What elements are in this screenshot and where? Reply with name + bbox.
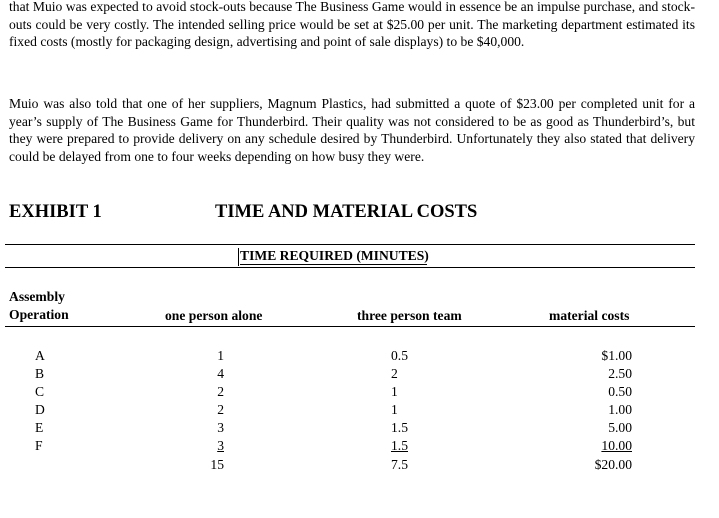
total-cost: $20.00 — [594, 456, 632, 472]
paragraph-stockouts: that Muio was expected to avoid stock-outs because The Business Game would in essence be an impulse purchase, and stock-outs could be very costly. The intended selling price would be set at $25.00 per unit. The marketing department estimated its fixed costs (mostly for packaging design, advertising and point of sale displays) to be $40,000. — [9, 0, 695, 50]
header-assembly: Assembly — [9, 289, 65, 304]
header-one-person-alone: one person alone — [165, 308, 263, 323]
cell-cost: 5.00 — [608, 420, 632, 436]
cell-alone: 2 — [217, 402, 224, 418]
total-team: 7.5 — [391, 456, 408, 472]
table-top-rule — [5, 244, 695, 245]
header-material-costs: material costs — [549, 308, 630, 323]
cell-op: B — [35, 366, 45, 382]
cell-op: E — [35, 420, 44, 436]
cell-alone: 4 — [217, 366, 224, 382]
cell-team: 1 — [391, 402, 398, 418]
column-three-person-team — [391, 347, 421, 474]
cell-op: A — [35, 348, 45, 363]
cell-cost: 0.50 — [608, 384, 632, 400]
cell-op: C — [35, 384, 45, 400]
cell-cost: 2.50 — [608, 366, 632, 382]
time-required-header — [240, 248, 429, 264]
cell-op: D — [35, 402, 45, 418]
column-operation — [35, 347, 55, 456]
cell-alone: 3 — [217, 420, 224, 436]
header-rule — [5, 326, 695, 327]
cell-cost: 10.00 — [601, 438, 632, 454]
time-required-label: TIME REQUIRED (MINUTES) — [240, 248, 429, 263]
text-cursor — [238, 248, 239, 266]
cell-team: 0.5 — [391, 348, 408, 363]
column-one-person-alone — [200, 347, 224, 474]
cell-alone: 3 — [217, 438, 224, 454]
cell-alone: 1 — [217, 348, 224, 363]
exhibit-label: EXHIBIT 1 — [9, 202, 102, 222]
cell-alone: 2 — [217, 384, 224, 400]
cell-team: 1.5 — [391, 438, 408, 454]
cell-team: 1 — [391, 384, 398, 400]
cell-op: F — [35, 438, 43, 454]
table-second-rule — [5, 267, 695, 268]
column-material-costs — [586, 347, 632, 474]
exhibit-title: TIME AND MATERIAL COSTS — [215, 202, 478, 222]
time-required-underline — [240, 264, 427, 265]
total-alone: 15 — [210, 456, 224, 472]
header-three-person-team: three person team — [357, 308, 462, 323]
cell-team: 1.5 — [391, 420, 408, 436]
paragraph-magnum-quote: Muio was also told that one of her suppliers, Magnum Plastics, had submitted a quote of $23.00 per completed unit for a year’s supply of The Business Game for Thunderbird. Their quality was not considered to be as good as Thunderbird’s, but they were prepared to provide delivery on any schedule desired by Thunderbird. Unfortunately they also stated that delivery could be delayed from one to four weeks depending on how busy they were. — [9, 96, 695, 164]
header-operation: Operation — [9, 307, 69, 322]
cell-team: 2 — [391, 366, 398, 382]
cell-cost: 1.00 — [608, 402, 632, 418]
cell-cost: $1.00 — [601, 348, 632, 363]
